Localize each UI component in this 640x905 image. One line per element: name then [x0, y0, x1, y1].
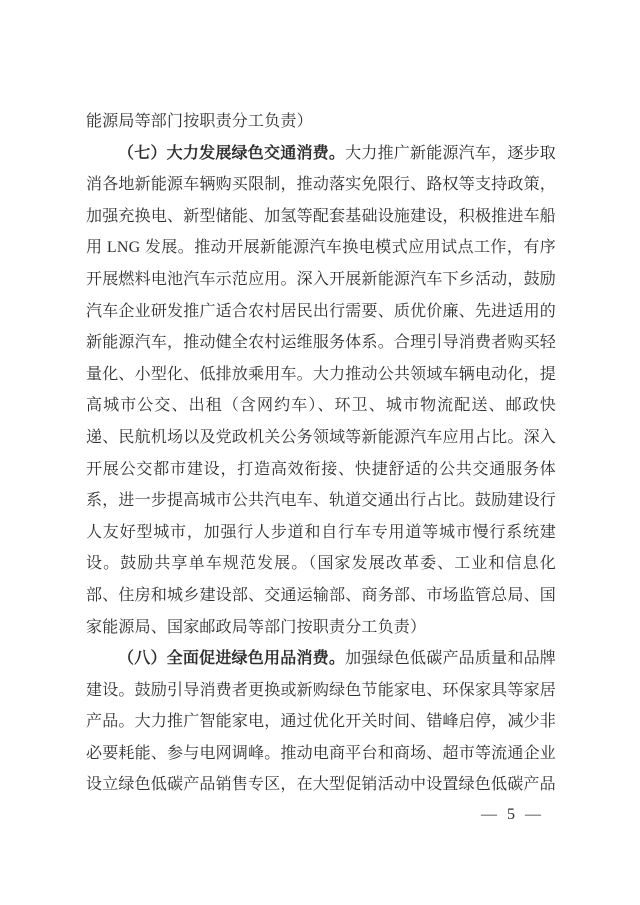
paragraph-item-7	[86, 138, 556, 644]
paragraph-item-7-body: 大力推广新能源汽车，逐步取消各地新能源车辆购买限制，推动落实免限行、路权等支持政策，加强充换电、新型储能、加氢等配套基础设施建设，积极推进车船用 LNG 发展。推动开展新能源汽车换电模式应用试点工作，有序开展燃料电池汽车示范应用。深入开展新能源汽车下乡活动，鼓励汽车企业研发推广适合农村居民出行需要、质优价廉、先进适用的新能源汽车，推动健全农村运维服务体系。合理引导消费者购买轻量化、小型化、低排放乘用车。大力推动公共领域车辆电动化，提高城市公交、出租（含网约车）、环卫、城市物流配送、邮政快递、民航机场以及党政机关公务领域等新能源汽车应用占比。深入开展公交都市建设，打造高效衔接、快捷舒适的公共交通服务体系，进一步提高城市公共汽电车、轨道交通出行占比。鼓励建设行人友好型城市，加强行人步道和自行车专用道等城市慢行系统建设。鼓励共享单车规范发展。（国家发展改革委、工业和信息化部、住房和城乡建设部、交通运输部、商务部、市场监管总局、国家能源局、国家邮政局等部门按职责分工负责）	[86, 144, 556, 636]
paragraph-continuation	[86, 106, 556, 138]
paragraph-continuation-text: 能源局等部门按职责分工负责）	[86, 113, 313, 130]
page-number: — 5 —	[481, 806, 544, 823]
paragraph-item-7-lead: （七）大力发展绿色交通消费。	[118, 144, 346, 162]
paragraph-item-8-lead: （八）全面促进绿色用品消费。	[118, 650, 346, 668]
paragraph-item-8	[86, 643, 556, 801]
paragraph-item-8-body: 加强绿色低碳产品质量和品牌建设。鼓励引导消费者更换或新购绿色节能家电、环保家具等家居产品。大力推广智能家电，通过优化开关时间、错峰启停，减少非必要耗能、参与电网调峰。推动电商平台和商场、超市等流通企业设立绿色低碳产品销售专区，在大型促销活动中设置绿色低碳产品	[86, 650, 556, 794]
document-body	[86, 106, 556, 801]
